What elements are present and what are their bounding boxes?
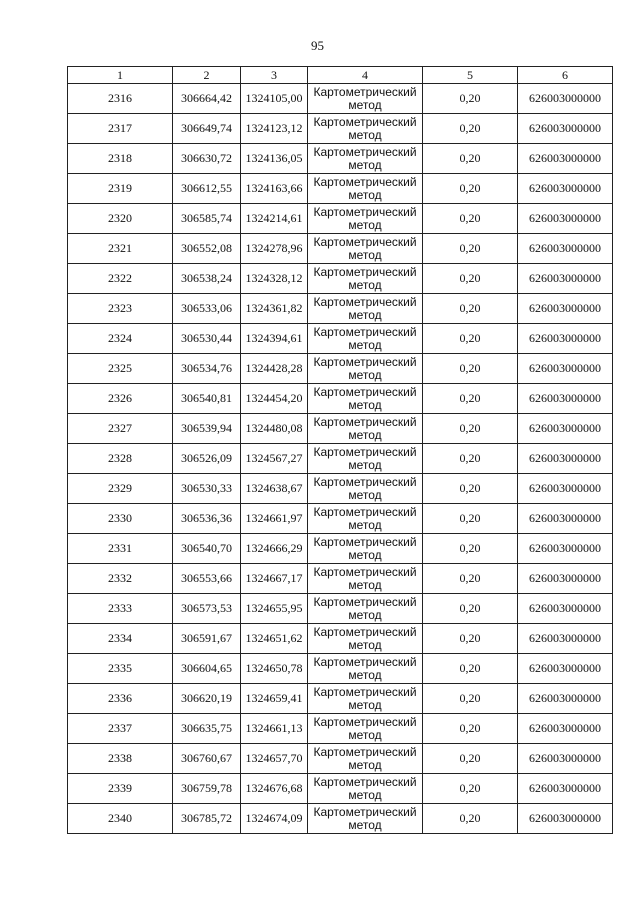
method-line-1: Картометрический — [313, 84, 417, 99]
table-row — [68, 114, 613, 144]
method-line-1: Картометрический — [313, 534, 417, 549]
table-row — [68, 594, 613, 624]
point-number-cell: 2337 — [68, 714, 173, 744]
method-cell — [308, 744, 423, 774]
y-coordinate-cell: 1324163,66 — [241, 174, 308, 204]
method-cell — [308, 624, 423, 654]
method-line-2: метод — [348, 247, 382, 262]
method-line-1: Картометрический — [313, 144, 417, 159]
table-row — [68, 714, 613, 744]
method-line-2: метод — [348, 607, 382, 622]
x-coordinate-cell: 306604,65 — [173, 654, 241, 684]
code-cell: 626003000000 — [518, 384, 613, 414]
method-cell — [308, 504, 423, 534]
table-row — [68, 384, 613, 414]
table-row — [68, 84, 613, 114]
table-row — [68, 804, 613, 834]
method-cell — [308, 564, 423, 594]
method-cell — [308, 684, 423, 714]
accuracy-cell: 0,20 — [423, 534, 518, 564]
method-line-1: Картометрический — [313, 414, 417, 429]
y-coordinate-cell: 1324454,20 — [241, 384, 308, 414]
method-line-2: метод — [348, 337, 382, 352]
method-line-1: Картометрический — [313, 294, 417, 309]
column-header: 1 — [68, 67, 173, 84]
accuracy-cell: 0,20 — [423, 624, 518, 654]
method-line-1: Картометрический — [313, 204, 417, 219]
column-header: 2 — [173, 67, 241, 84]
x-coordinate-cell: 306664,42 — [173, 84, 241, 114]
code-cell: 626003000000 — [518, 84, 613, 114]
table-row — [68, 444, 613, 474]
table-row — [68, 534, 613, 564]
method-cell — [308, 774, 423, 804]
table-header-row — [68, 67, 613, 84]
accuracy-cell: 0,20 — [423, 144, 518, 174]
method-cell — [308, 594, 423, 624]
method-line-2: метод — [348, 187, 382, 202]
point-number-cell: 2336 — [68, 684, 173, 714]
table-row — [68, 264, 613, 294]
x-coordinate-cell: 306553,66 — [173, 564, 241, 594]
code-cell: 626003000000 — [518, 504, 613, 534]
accuracy-cell: 0,20 — [423, 414, 518, 444]
method-line-1: Картометрический — [313, 264, 417, 279]
point-number-cell: 2330 — [68, 504, 173, 534]
code-cell: 626003000000 — [518, 474, 613, 504]
accuracy-cell: 0,20 — [423, 474, 518, 504]
y-coordinate-cell: 1324480,08 — [241, 414, 308, 444]
y-coordinate-cell: 1324567,27 — [241, 444, 308, 474]
table-row — [68, 564, 613, 594]
x-coordinate-cell: 306536,36 — [173, 504, 241, 534]
y-coordinate-cell: 1324394,61 — [241, 324, 308, 354]
x-coordinate-cell: 306539,94 — [173, 414, 241, 444]
table-row — [68, 294, 613, 324]
method-line-1: Картометрический — [313, 444, 417, 459]
point-number-cell: 2322 — [68, 264, 173, 294]
method-line-1: Картометрический — [313, 594, 417, 609]
x-coordinate-cell: 306530,44 — [173, 324, 241, 354]
method-cell — [308, 174, 423, 204]
y-coordinate-cell: 1324650,78 — [241, 654, 308, 684]
column-header: 6 — [518, 67, 613, 84]
point-number-cell: 2338 — [68, 744, 173, 774]
point-number-cell: 2334 — [68, 624, 173, 654]
point-number-cell: 2332 — [68, 564, 173, 594]
accuracy-cell: 0,20 — [423, 714, 518, 744]
method-line-1: Картометрический — [313, 174, 417, 189]
method-line-1: Картометрический — [313, 774, 417, 789]
code-cell: 626003000000 — [518, 714, 613, 744]
accuracy-cell: 0,20 — [423, 294, 518, 324]
point-number-cell: 2328 — [68, 444, 173, 474]
method-line-1: Картометрический — [313, 654, 417, 669]
y-coordinate-cell: 1324657,70 — [241, 744, 308, 774]
x-coordinate-cell: 306785,72 — [173, 804, 241, 834]
method-line-2: метод — [348, 367, 382, 382]
table-row — [68, 774, 613, 804]
point-number-cell: 2340 — [68, 804, 173, 834]
point-number-cell: 2327 — [68, 414, 173, 444]
point-number-cell: 2326 — [68, 384, 173, 414]
code-cell: 626003000000 — [518, 234, 613, 264]
method-cell — [308, 114, 423, 144]
accuracy-cell: 0,20 — [423, 594, 518, 624]
code-cell: 626003000000 — [518, 324, 613, 354]
method-line-2: метод — [348, 127, 382, 142]
code-cell: 626003000000 — [518, 804, 613, 834]
accuracy-cell: 0,20 — [423, 324, 518, 354]
method-line-1: Картометрический — [313, 624, 417, 639]
x-coordinate-cell: 306635,75 — [173, 714, 241, 744]
method-cell — [308, 84, 423, 114]
method-line-2: метод — [348, 97, 382, 112]
point-number-cell: 2323 — [68, 294, 173, 324]
method-cell — [308, 384, 423, 414]
y-coordinate-cell: 1324659,41 — [241, 684, 308, 714]
method-line-2: метод — [348, 217, 382, 232]
point-number-cell: 2331 — [68, 534, 173, 564]
method-cell — [308, 324, 423, 354]
code-cell: 626003000000 — [518, 354, 613, 384]
method-cell — [308, 534, 423, 564]
accuracy-cell: 0,20 — [423, 804, 518, 834]
method-line-1: Картометрический — [313, 744, 417, 759]
accuracy-cell: 0,20 — [423, 504, 518, 534]
method-line-2: метод — [348, 457, 382, 472]
coordinates-table — [67, 66, 613, 834]
method-cell — [308, 144, 423, 174]
accuracy-cell: 0,20 — [423, 204, 518, 234]
table-row — [68, 504, 613, 534]
code-cell: 626003000000 — [518, 534, 613, 564]
y-coordinate-cell: 1324123,12 — [241, 114, 308, 144]
y-coordinate-cell: 1324655,95 — [241, 594, 308, 624]
method-line-1: Картометрический — [313, 504, 417, 519]
code-cell: 626003000000 — [518, 414, 613, 444]
table-body — [68, 67, 613, 834]
x-coordinate-cell: 306540,70 — [173, 534, 241, 564]
code-cell: 626003000000 — [518, 774, 613, 804]
accuracy-cell: 0,20 — [423, 384, 518, 414]
column-header: 4 — [308, 67, 423, 84]
method-line-1: Картометрический — [313, 234, 417, 249]
table-row — [68, 414, 613, 444]
method-cell — [308, 204, 423, 234]
method-line-2: метод — [348, 577, 382, 592]
y-coordinate-cell: 1324661,13 — [241, 714, 308, 744]
method-line-2: метод — [348, 817, 382, 832]
y-coordinate-cell: 1324676,68 — [241, 774, 308, 804]
point-number-cell: 2335 — [68, 654, 173, 684]
y-coordinate-cell: 1324661,97 — [241, 504, 308, 534]
table-row — [68, 744, 613, 774]
method-cell — [308, 474, 423, 504]
code-cell: 626003000000 — [518, 114, 613, 144]
method-line-1: Картометрический — [313, 474, 417, 489]
method-line-2: метод — [348, 547, 382, 562]
table-row — [68, 684, 613, 714]
method-line-2: метод — [348, 487, 382, 502]
page-number: 95 — [311, 38, 324, 53]
y-coordinate-cell: 1324638,67 — [241, 474, 308, 504]
y-coordinate-cell: 1324666,29 — [241, 534, 308, 564]
column-header: 3 — [241, 67, 308, 84]
method-line-2: метод — [348, 637, 382, 652]
point-number-cell: 2317 — [68, 114, 173, 144]
x-coordinate-cell: 306534,76 — [173, 354, 241, 384]
code-cell: 626003000000 — [518, 444, 613, 474]
accuracy-cell: 0,20 — [423, 234, 518, 264]
y-coordinate-cell: 1324651,62 — [241, 624, 308, 654]
method-cell — [308, 414, 423, 444]
method-cell — [308, 294, 423, 324]
point-number-cell: 2339 — [68, 774, 173, 804]
accuracy-cell: 0,20 — [423, 444, 518, 474]
table-row — [68, 174, 613, 204]
point-number-cell: 2333 — [68, 594, 173, 624]
code-cell: 626003000000 — [518, 624, 613, 654]
code-cell: 626003000000 — [518, 594, 613, 624]
point-number-cell: 2325 — [68, 354, 173, 384]
y-coordinate-cell: 1324667,17 — [241, 564, 308, 594]
accuracy-cell: 0,20 — [423, 684, 518, 714]
y-coordinate-cell: 1324136,05 — [241, 144, 308, 174]
x-coordinate-cell: 306649,74 — [173, 114, 241, 144]
x-coordinate-cell: 306530,33 — [173, 474, 241, 504]
accuracy-cell: 0,20 — [423, 564, 518, 594]
code-cell: 626003000000 — [518, 294, 613, 324]
code-cell: 626003000000 — [518, 654, 613, 684]
method-line-1: Картометрический — [313, 114, 417, 129]
x-coordinate-cell: 306552,08 — [173, 234, 241, 264]
x-coordinate-cell: 306759,78 — [173, 774, 241, 804]
x-coordinate-cell: 306540,81 — [173, 384, 241, 414]
method-cell — [308, 264, 423, 294]
method-cell — [308, 714, 423, 744]
point-number-cell: 2321 — [68, 234, 173, 264]
accuracy-cell: 0,20 — [423, 354, 518, 384]
point-number-cell: 2318 — [68, 144, 173, 174]
method-line-2: метод — [348, 397, 382, 412]
method-cell — [308, 654, 423, 684]
x-coordinate-cell: 306538,24 — [173, 264, 241, 294]
code-cell: 626003000000 — [518, 204, 613, 234]
method-line-2: метод — [348, 697, 382, 712]
point-number-cell: 2324 — [68, 324, 173, 354]
x-coordinate-cell: 306620,19 — [173, 684, 241, 714]
table-row — [68, 234, 613, 264]
method-line-2: метод — [348, 427, 382, 442]
code-cell: 626003000000 — [518, 264, 613, 294]
accuracy-cell: 0,20 — [423, 174, 518, 204]
y-coordinate-cell: 1324428,28 — [241, 354, 308, 384]
code-cell: 626003000000 — [518, 174, 613, 204]
x-coordinate-cell: 306526,09 — [173, 444, 241, 474]
code-cell: 626003000000 — [518, 684, 613, 714]
method-line-2: метод — [348, 757, 382, 772]
method-cell — [308, 444, 423, 474]
method-line-1: Картометрический — [313, 804, 417, 819]
y-coordinate-cell: 1324214,61 — [241, 204, 308, 234]
table-row — [68, 654, 613, 684]
method-line-2: метод — [348, 727, 382, 742]
y-coordinate-cell: 1324361,82 — [241, 294, 308, 324]
accuracy-cell: 0,20 — [423, 744, 518, 774]
method-line-2: метод — [348, 157, 382, 172]
method-line-1: Картометрический — [313, 714, 417, 729]
table-row — [68, 474, 613, 504]
method-line-1: Картометрический — [313, 684, 417, 699]
y-coordinate-cell: 1324105,00 — [241, 84, 308, 114]
method-line-2: метод — [348, 307, 382, 322]
y-coordinate-cell: 1324674,09 — [241, 804, 308, 834]
code-cell: 626003000000 — [518, 744, 613, 774]
x-coordinate-cell: 306533,06 — [173, 294, 241, 324]
method-line-1: Картометрический — [313, 324, 417, 339]
x-coordinate-cell: 306612,55 — [173, 174, 241, 204]
accuracy-cell: 0,20 — [423, 114, 518, 144]
method-cell — [308, 354, 423, 384]
point-number-cell: 2319 — [68, 174, 173, 204]
table-row — [68, 354, 613, 384]
y-coordinate-cell: 1324278,96 — [241, 234, 308, 264]
table-row — [68, 144, 613, 174]
point-number-cell: 2320 — [68, 204, 173, 234]
method-cell — [308, 804, 423, 834]
method-line-1: Картометрический — [313, 354, 417, 369]
accuracy-cell: 0,20 — [423, 654, 518, 684]
y-coordinate-cell: 1324328,12 — [241, 264, 308, 294]
accuracy-cell: 0,20 — [423, 774, 518, 804]
method-line-2: метод — [348, 517, 382, 532]
point-number-cell: 2329 — [68, 474, 173, 504]
x-coordinate-cell: 306630,72 — [173, 144, 241, 174]
method-line-2: метод — [348, 667, 382, 682]
method-line-2: метод — [348, 277, 382, 292]
code-cell: 626003000000 — [518, 564, 613, 594]
x-coordinate-cell: 306573,53 — [173, 594, 241, 624]
x-coordinate-cell: 306760,67 — [173, 744, 241, 774]
accuracy-cell: 0,20 — [423, 264, 518, 294]
method-line-1: Картометрический — [313, 384, 417, 399]
table-row — [68, 324, 613, 354]
method-cell — [308, 234, 423, 264]
table-row — [68, 624, 613, 654]
x-coordinate-cell: 306591,67 — [173, 624, 241, 654]
point-number-cell: 2316 — [68, 84, 173, 114]
method-line-2: метод — [348, 787, 382, 802]
code-cell: 626003000000 — [518, 144, 613, 174]
table-row — [68, 204, 613, 234]
column-header: 5 — [423, 67, 518, 84]
x-coordinate-cell: 306585,74 — [173, 204, 241, 234]
accuracy-cell: 0,20 — [423, 84, 518, 114]
method-line-1: Картометрический — [313, 564, 417, 579]
